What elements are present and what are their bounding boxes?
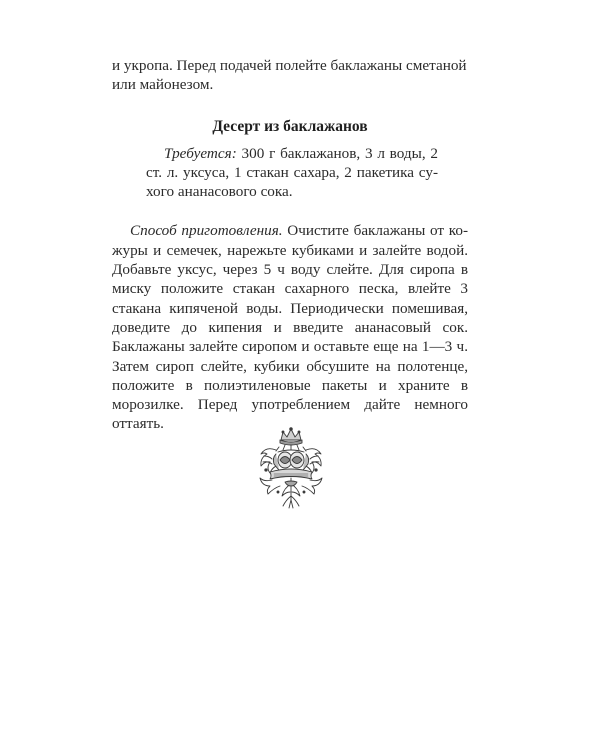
ingredients-paragraph	[146, 144, 438, 202]
method-text: Очистите баклажаны от кожуры и семечек, нарежьте кубиками и залейте водой. Добавьте уксус, через 5 ч воду слейте. Для сиропа в миску положите стакан сахарного песка, влейте 3 стакана кипяченой воды. Периодически помешивая, доведите до кипения и введите ананасовый сок. Баклажаны залейте сиропом и оставьте еще на 1—3 ч. Затем сироп слейте, кубики обсушите на полотенце, положите в полиэтиленовые пакеты и храните в морозилке. Перед употреблением дайте немного оттаять.	[112, 222, 468, 433]
ingredients-text: 300 г баклажанов, 3 л воды, 2 ст. л. уксуса, 1 стакан сахара, 2 пакетика сухого ананасового сока.	[146, 144, 438, 201]
recipe-title: Десерт из баклажанов	[212, 117, 368, 135]
text-column	[112, 56, 468, 434]
method-lead: Способ приготовления.	[130, 222, 283, 240]
heraldic-crest-vignette-icon	[252, 426, 330, 510]
ingredients-lead: Требуется:	[164, 144, 237, 162]
continuation-paragraph: и укропа. Перед подачей полейте баклажаны сметаной или майонезом.	[112, 57, 467, 94]
method-paragraph	[112, 221, 468, 433]
